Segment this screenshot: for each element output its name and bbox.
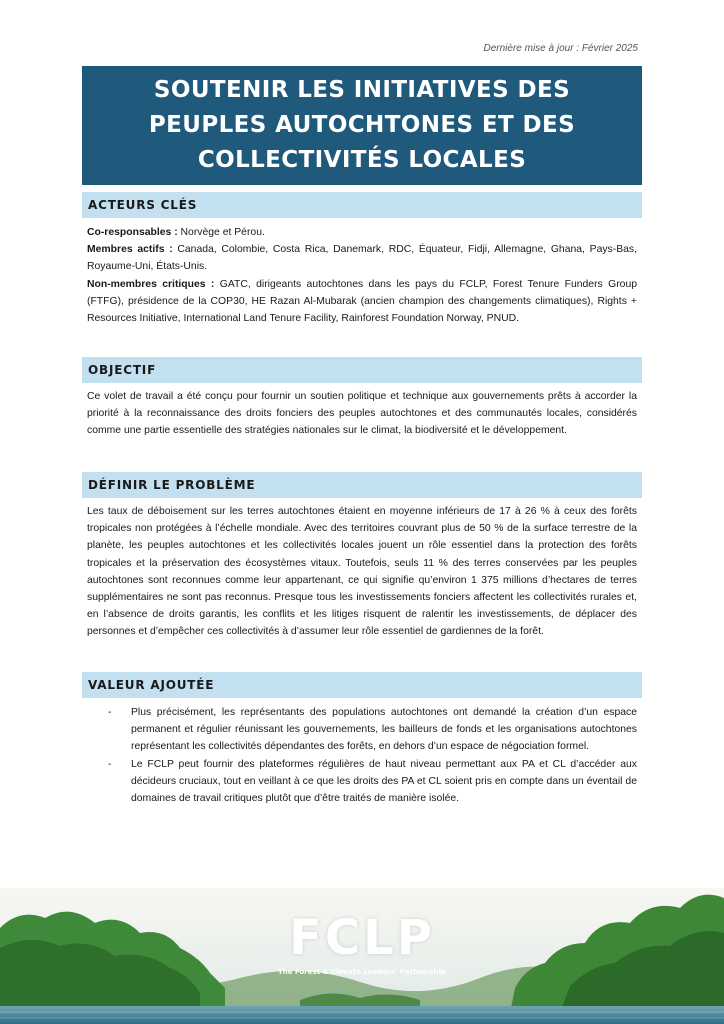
co-responsables-line	[87, 224, 637, 241]
co-responsables-label: Co-responsables :	[87, 227, 178, 238]
section-title: DÉFINIR LE PROBLÈME	[88, 478, 256, 492]
fclp-logo: FCLP	[289, 910, 435, 966]
non-membres-line	[87, 276, 637, 328]
list-item	[87, 704, 637, 756]
page-title: SOUTENIR LES INITIATIVES DES PEUPLES AUTOCHTONES ET DES COLLECTIVITÉS LOCALES	[148, 77, 576, 173]
fclp-tagline: The Forest & Climate Leaders’ Partnership	[277, 968, 447, 976]
title-banner	[82, 66, 642, 185]
membres-actifs-label: Membres actifs :	[87, 244, 173, 256]
bullet-dash: -	[108, 707, 112, 718]
section-header-probleme	[82, 472, 642, 498]
section-title: VALEUR AJOUTÉE	[88, 678, 215, 692]
section-header-acteurs	[82, 192, 642, 218]
membres-actifs-line	[87, 241, 637, 275]
objectif-content	[87, 388, 637, 440]
objectif-text: Ce volet de travail a été conçu pour fournir un soutien politique et technique aux gouvernements prêts à accorder la priorité à la reconnaissance des droits fonciers des peuples autochtones et des communautés locales, considérés comme une partie essentielle des stratégies nationales sur le climat, la biodiversité et le développement.	[87, 391, 637, 437]
valeur-list	[87, 704, 637, 807]
footer-branding	[0, 910, 724, 976]
section-header-objectif	[82, 357, 642, 383]
probleme-content	[87, 503, 637, 641]
section-title: OBJECTIF	[88, 363, 157, 377]
non-membres-text: GATC, dirigeants autochtones dans les pays du FCLP, Forest Tenure Funders Group (FTFG), présidence de la COP30, HE Razan Al-Mubarak (ancien champion des changements climatiques), Rights + Resources Initiative, International Land Tenure Facility, Rainforest Foundation Norway, PNUD.	[87, 278, 637, 325]
bullet-text: Le FCLP peut fournir des plateformes régulières de haut niveau permettant aux PA et CL d’accéder aux décideurs cruciaux, tout en veillant à ce que les droits des PA et CL soient pris en compte dans un éventail de domaines de travail critiques plutôt que d’être traités de manière isolée.	[131, 758, 637, 805]
footer-forest-image	[0, 888, 724, 1024]
list-item	[87, 756, 637, 808]
section-header-valeur	[82, 672, 642, 698]
bullet-text: Plus précisément, les représentants des populations autochtones ont demandé la création d’un espace permanent et régulier réunissant les gouvernements, les bailleurs de fonds et les organisations autochtones représentant les collectivités dépendantes des forêts, en dehors d’un espace de négociation formel.	[131, 707, 637, 753]
membres-actifs-text: Canada, Colombie, Costa Rica, Danemark, RDC, Équateur, Fidji, Allemagne, Ghana, Pays-Bas, Royaume-Uni, États-Unis.	[87, 244, 637, 273]
section-title: ACTEURS CLÉS	[88, 198, 198, 212]
acteurs-content	[87, 224, 637, 327]
last-updated-date: Dernière mise à jour : Février 2025	[483, 43, 638, 54]
probleme-text: Les taux de déboisement sur les terres autochtones étaient en moyenne inférieurs de 17 à 26 % à ceux des forêts tropicales non protégées à l’échelle mondiale. Avec des territoires couvrant plus de 50 % de la surface terrestre de la planète, les peuples autochtones et les collectivités locales jouent un rôle essentiel dans la protection des forêts tropicales et la préservation des écosystèmes vitaux. Toutefois, seuls 11 % des terres conservées par les peuples autochtones sont reconnues comme leur appartenant, ce qui signifie qu’environ 1 375 millions d’hectares de terres supplémentaires ne sont pas reconnus. Presque tous les investissements fonciers affectent les collectivités rurales et, en l’absence de droits garantis, les conflits et les litiges risquent de ralentir les investissements, de déplacer des personnes et d’empêcher ces collectivités à d’assumer leur rôle essentiel de gardiennes de la forêt.	[87, 506, 637, 638]
bullet-dash: -	[108, 758, 112, 770]
co-responsables-text: Norvège et Pérou.	[177, 227, 265, 238]
non-membres-label: Non-membres critiques :	[87, 278, 215, 290]
